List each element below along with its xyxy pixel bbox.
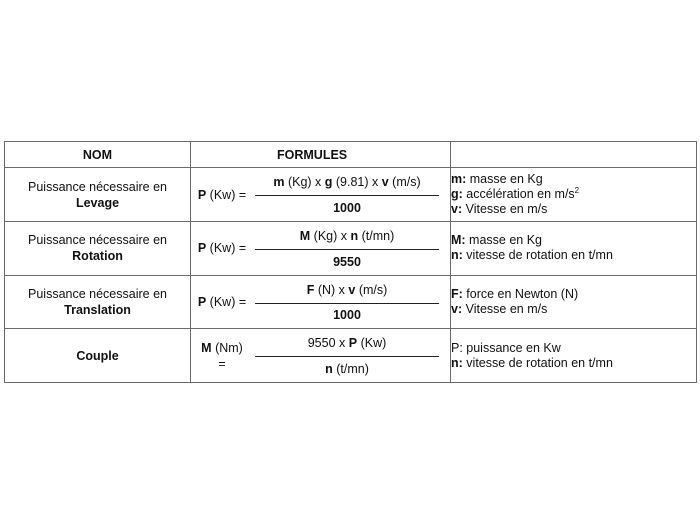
lhs-symbol: P: [197, 294, 207, 309]
header-nom: NOM: [5, 142, 191, 168]
formula-numerator: [255, 229, 439, 243]
formula-cell: [191, 275, 451, 329]
formula-denominator: 9550: [333, 254, 361, 269]
formula-fraction: [255, 329, 439, 382]
lhs-unit: (Kw) =: [209, 294, 247, 309]
table-row-couple: [5, 329, 697, 383]
var-n: n: [325, 362, 333, 376]
row-name-line1: Puissance nécessaire en: [28, 179, 167, 194]
lhs-symbol: P: [197, 241, 207, 256]
constant-9550: 9550 x: [307, 336, 349, 351]
unit-ms: (m/s): [355, 282, 388, 297]
table-row-translation: [5, 275, 697, 329]
table-header-row: [5, 142, 697, 168]
legend-cell: [451, 275, 697, 329]
unit-tmn: (t/mn): [358, 228, 395, 243]
fraction-bar: [255, 249, 439, 250]
unit-kw: (Kw): [357, 336, 387, 351]
formula-numerator: [255, 283, 439, 297]
formula-denominator: 1000: [333, 308, 361, 323]
legend-line: P: puissance en Kw: [451, 340, 561, 355]
unit-N: (N) x: [314, 282, 349, 297]
legend-line: F: force en Newton (N): [451, 286, 579, 301]
table-row-rotation: [5, 221, 697, 275]
var-P: P: [348, 336, 358, 351]
legend-cell: [451, 329, 697, 383]
fraction-bar: [255, 303, 439, 304]
unit-kg: (Kg) x: [284, 175, 325, 190]
legend-line: g: accélération en $m/s^2$: [451, 185, 580, 202]
row-name-cell: [5, 168, 191, 222]
formula-fraction: [255, 168, 439, 221]
row-name-line1: Couple: [76, 348, 119, 363]
row-name-line2: Levage: [75, 195, 120, 210]
header-formules: FORMULES: [191, 142, 451, 168]
formula-fraction: [255, 222, 439, 275]
lhs-unit: (Kw) =: [209, 187, 247, 202]
lhs-equals: =: [218, 356, 226, 371]
formula-lhs: [193, 340, 251, 372]
lhs-unit: (Nm): [215, 340, 243, 355]
row-name-cell: [5, 329, 191, 383]
formula-numerator: [255, 175, 439, 189]
var-M: M: [299, 228, 311, 243]
lhs-unit: (Kw) =: [209, 241, 247, 256]
lhs-symbol: M: [201, 340, 212, 355]
legend-line: m: masse en Kg: [451, 172, 543, 187]
legend-line: v: Vitesse en m/s: [451, 202, 548, 217]
fraction-bar: [255, 195, 439, 196]
var-v: v: [348, 282, 356, 297]
formula-numerator: [255, 336, 439, 350]
formula-denominator: [255, 362, 439, 376]
table-row-levage: [5, 168, 697, 222]
var-v: v: [381, 175, 389, 190]
legend-cell: [451, 221, 697, 275]
formula-lhs: [193, 240, 251, 256]
var-F: F: [306, 282, 315, 297]
legend-line: n: vitesse de rotation en t/mn: [451, 355, 613, 370]
unit-tmn: (t/mn): [332, 362, 369, 376]
formula-table: [4, 141, 697, 383]
legend-line: M: masse en Kg: [451, 233, 543, 248]
legend-cell: [451, 168, 697, 222]
formula-cell: [191, 221, 451, 275]
legend-line: n: vitesse de rotation en t/mn: [451, 248, 613, 263]
var-g: g: [324, 175, 333, 190]
row-name-cell: [5, 221, 191, 275]
formula-lhs: [193, 294, 251, 310]
row-name-line2: Rotation: [72, 249, 123, 264]
formula-denominator: 1000: [333, 200, 361, 215]
fraction-bar: [255, 356, 439, 357]
unit-kg: (Kg) x: [310, 228, 351, 243]
var-n: n: [350, 228, 359, 243]
unit-ms: (m/s): [388, 175, 421, 190]
row-name-cell: [5, 275, 191, 329]
lhs-symbol: P: [197, 187, 207, 202]
var-m: m: [273, 175, 285, 190]
legend-line: v: Vitesse en m/s: [451, 301, 548, 316]
header-legend: [451, 142, 697, 168]
formula-cell: [191, 168, 451, 222]
unit-g: (9.81) x: [332, 175, 382, 190]
row-name-line2: Translation: [64, 302, 131, 317]
formula-cell: [191, 329, 451, 383]
formula-fraction: [255, 276, 439, 329]
formula-lhs: [193, 187, 251, 203]
row-name-line1: Puissance nécessaire en: [28, 286, 167, 301]
row-name-line1: Puissance nécessaire en: [28, 233, 167, 248]
